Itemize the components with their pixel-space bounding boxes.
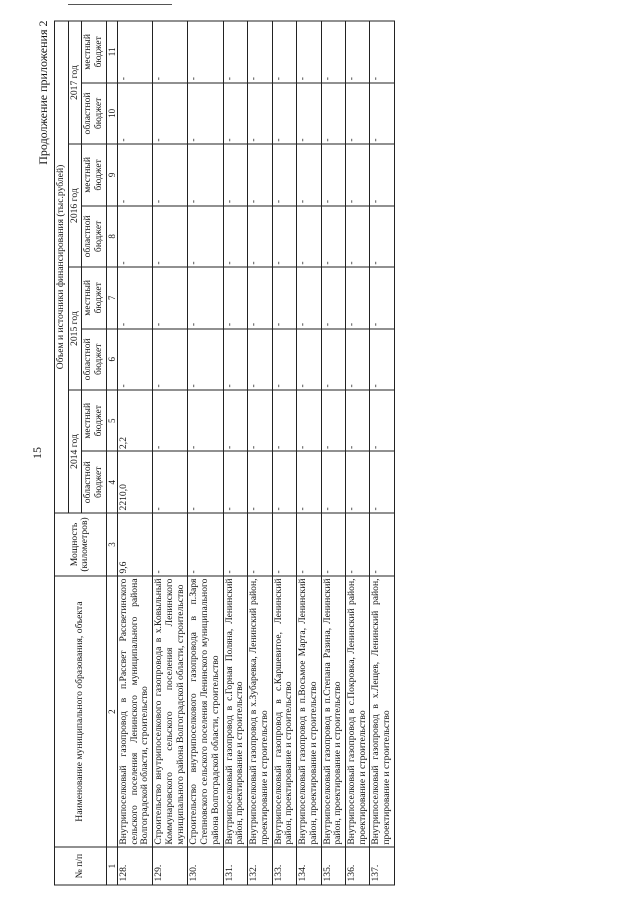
value-cell: -: [188, 144, 223, 205]
object-name: Внутрипоселковый газопровод в х.Лещев, Ленинский район, проектирование и строительство: [370, 576, 394, 847]
power-cell: -: [153, 512, 188, 575]
header-funding: Объем и источники финансирования (тыс.рублей): [55, 21, 69, 513]
value-cell: -: [370, 451, 394, 512]
header-regional: областной бюджет: [82, 82, 106, 143]
index-cell: 4: [106, 451, 117, 512]
power-cell: -: [321, 512, 345, 575]
value-cell: -: [345, 205, 369, 266]
value-cell: -: [188, 21, 223, 83]
table-row: [223, 21, 247, 885]
value-cell: -: [345, 390, 369, 451]
value-cell: -: [297, 144, 321, 205]
power-cell: -: [188, 512, 223, 575]
object-name: Внутрипоселковый газопровод в с.Покровка, Ленинский район, проектирование и строительство: [345, 576, 369, 847]
table-row: [248, 21, 272, 885]
value-cell: -: [321, 205, 345, 266]
value-cell: -: [297, 390, 321, 451]
value-cell: -: [345, 21, 369, 83]
value-cell: -: [272, 451, 296, 512]
object-name: Внутрипоселковый газопровод в п.Степана Разина, Ленинский район, проектирование и строительство: [321, 576, 345, 847]
index-cell: 10: [106, 82, 117, 143]
power-cell: -: [345, 512, 369, 575]
value-cell: -: [223, 21, 247, 83]
funding-table: [54, 20, 395, 885]
value-cell: -: [345, 82, 369, 143]
value-cell: -: [153, 21, 188, 83]
value-cell: -: [188, 267, 223, 328]
top-rule: [68, 4, 172, 5]
value-cell: -: [370, 205, 394, 266]
header-year-2016: 2016 год: [68, 144, 82, 267]
value-cell: -: [188, 451, 223, 512]
value-cell: -: [153, 144, 188, 205]
power-cell: -: [370, 512, 394, 575]
value-cell: -: [153, 451, 188, 512]
value-cell: -: [223, 390, 247, 451]
value-cell: -: [153, 390, 188, 451]
power-cell: -: [272, 512, 296, 575]
value-cell: -: [321, 144, 345, 205]
table-row: [345, 21, 369, 885]
header-regional: областной бюджет: [82, 205, 106, 266]
value-cell: -: [153, 328, 188, 389]
row-number: 130.: [188, 847, 223, 885]
value-cell: -: [297, 82, 321, 143]
value-cell: -: [345, 144, 369, 205]
value-cell: -: [370, 328, 394, 389]
value-cell: 2,2: [118, 390, 153, 451]
index-cell: 5: [106, 390, 117, 451]
value-cell: -: [272, 328, 296, 389]
table-row: [272, 21, 296, 885]
value-cell: -: [345, 328, 369, 389]
power-cell: 9,6: [118, 512, 153, 575]
value-cell: -: [248, 144, 272, 205]
object-name: Внутрипоселковый газопровод в п.Рассвет Рассветинского сельского поселения Ленинского муниципального района Волгоградской области, строительство: [118, 576, 153, 847]
index-cell: 2: [106, 576, 117, 847]
value-cell: -: [188, 205, 223, 266]
header-year-2014: 2014 год: [68, 390, 82, 513]
header-local: местный бюджет: [82, 390, 106, 451]
row-number: 133.: [272, 847, 296, 885]
value-cell: -: [272, 390, 296, 451]
value-cell: -: [345, 451, 369, 512]
value-cell: -: [248, 21, 272, 83]
value-cell: -: [370, 267, 394, 328]
value-cell: -: [370, 21, 394, 83]
value-cell: -: [297, 451, 321, 512]
header-power: Мощность (километров): [55, 512, 107, 575]
value-cell: -: [188, 328, 223, 389]
object-name: Внутрипоселковый газопровод в х.Зубаревка, Ленинский район, проектирование и строительство: [248, 576, 272, 847]
object-name: Внутрипоселковый газопровод в п.Восьмое Марта, Ленинский район, проектирование и строительство: [297, 576, 321, 847]
value-cell: -: [272, 82, 296, 143]
power-cell: -: [297, 512, 321, 575]
table-row: [153, 21, 188, 885]
value-cell: -: [345, 267, 369, 328]
index-cell: 9: [106, 144, 117, 205]
index-cell: 1: [106, 847, 117, 885]
header-num: № п/п: [55, 847, 107, 885]
header-year-2017: 2017 год: [68, 21, 82, 144]
value-cell: -: [321, 82, 345, 143]
value-cell: -: [321, 328, 345, 389]
object-name: Внутрипоселковый газопровод в с.Каршевитое, Ленинский район, проектирование и строительство: [272, 576, 296, 847]
value-cell: -: [223, 205, 247, 266]
value-cell: -: [248, 205, 272, 266]
table-header: [55, 21, 118, 885]
value-cell: -: [118, 144, 153, 205]
header-regional: областной бюджет: [82, 328, 106, 389]
value-cell: -: [370, 390, 394, 451]
row-number: 134.: [297, 847, 321, 885]
value-cell: -: [118, 21, 153, 83]
index-row: [106, 21, 117, 885]
value-cell: -: [370, 82, 394, 143]
value-cell: -: [153, 267, 188, 328]
index-cell: 8: [106, 205, 117, 266]
header-local: местный бюджет: [82, 267, 106, 328]
value-cell: -: [223, 451, 247, 512]
value-cell: -: [188, 82, 223, 143]
value-cell: -: [153, 205, 188, 266]
value-cell: -: [248, 451, 272, 512]
value-cell: -: [272, 267, 296, 328]
value-cell: -: [248, 267, 272, 328]
value-cell: -: [297, 21, 321, 83]
value-cell: -: [118, 267, 153, 328]
table-row: [370, 21, 394, 885]
rotated-page: [20, 20, 620, 885]
row-number: 128.: [118, 847, 153, 885]
table-row: [297, 21, 321, 885]
value-cell: -: [188, 390, 223, 451]
object-name: Строительство внутрипоселкового газопровода в х.Ковыльный Коммунаровского сельского поселения Ленинского муниципального района Волгоградской области, строительство: [153, 576, 188, 847]
value-cell: -: [297, 328, 321, 389]
power-cell: -: [248, 512, 272, 575]
header-year-2015: 2015 год: [68, 267, 82, 390]
value-cell: -: [118, 328, 153, 389]
value-cell: -: [321, 451, 345, 512]
value-cell: -: [321, 390, 345, 451]
continuation-note: Продолжение приложения 2: [36, 20, 50, 165]
header-local: местный бюджет: [82, 21, 106, 83]
value-cell: -: [248, 328, 272, 389]
value-cell: -: [272, 21, 296, 83]
index-cell: 3: [106, 512, 117, 575]
value-cell: -: [272, 205, 296, 266]
object-name: Внутрипоселковый газопровод в с.Горная Поляна, Ленинский район, проектирование и строительство: [223, 576, 247, 847]
row-number: 136.: [345, 847, 369, 885]
row-number: 131.: [223, 847, 247, 885]
value-cell: -: [118, 82, 153, 143]
value-cell: -: [370, 144, 394, 205]
table-row: [321, 21, 345, 885]
object-name: Строительство внутрипоселкового газопровода в п.Заря Степновского сельского поселения Ленинского муниципального района Волгоградской области, строительство: [188, 576, 223, 847]
value-cell: -: [248, 390, 272, 451]
header-local: местный бюджет: [82, 144, 106, 205]
page-number: 15: [30, 446, 44, 459]
value-cell: -: [118, 205, 153, 266]
table-body: [118, 21, 395, 885]
value-cell: -: [223, 328, 247, 389]
table-row: [188, 21, 223, 885]
value-cell: -: [223, 144, 247, 205]
row-number: 137.: [370, 847, 394, 885]
row-number: 135.: [321, 847, 345, 885]
row-number: 132.: [248, 847, 272, 885]
row-number: 129.: [153, 847, 188, 885]
table-row: [118, 21, 153, 885]
value-cell: -: [321, 21, 345, 83]
header-name: Наименование муниципального образования, объекта: [55, 576, 107, 847]
index-cell: 11: [106, 21, 117, 83]
index-cell: 6: [106, 328, 117, 389]
index-cell: 7: [106, 267, 117, 328]
value-cell: -: [153, 82, 188, 143]
value-cell: -: [297, 205, 321, 266]
value-cell: 2210,0: [118, 451, 153, 512]
value-cell: -: [297, 267, 321, 328]
value-cell: -: [321, 267, 345, 328]
power-cell: -: [223, 512, 247, 575]
header-regional: областной бюджет: [82, 451, 106, 512]
value-cell: -: [223, 267, 247, 328]
value-cell: -: [223, 82, 247, 143]
value-cell: -: [272, 144, 296, 205]
value-cell: -: [248, 82, 272, 143]
